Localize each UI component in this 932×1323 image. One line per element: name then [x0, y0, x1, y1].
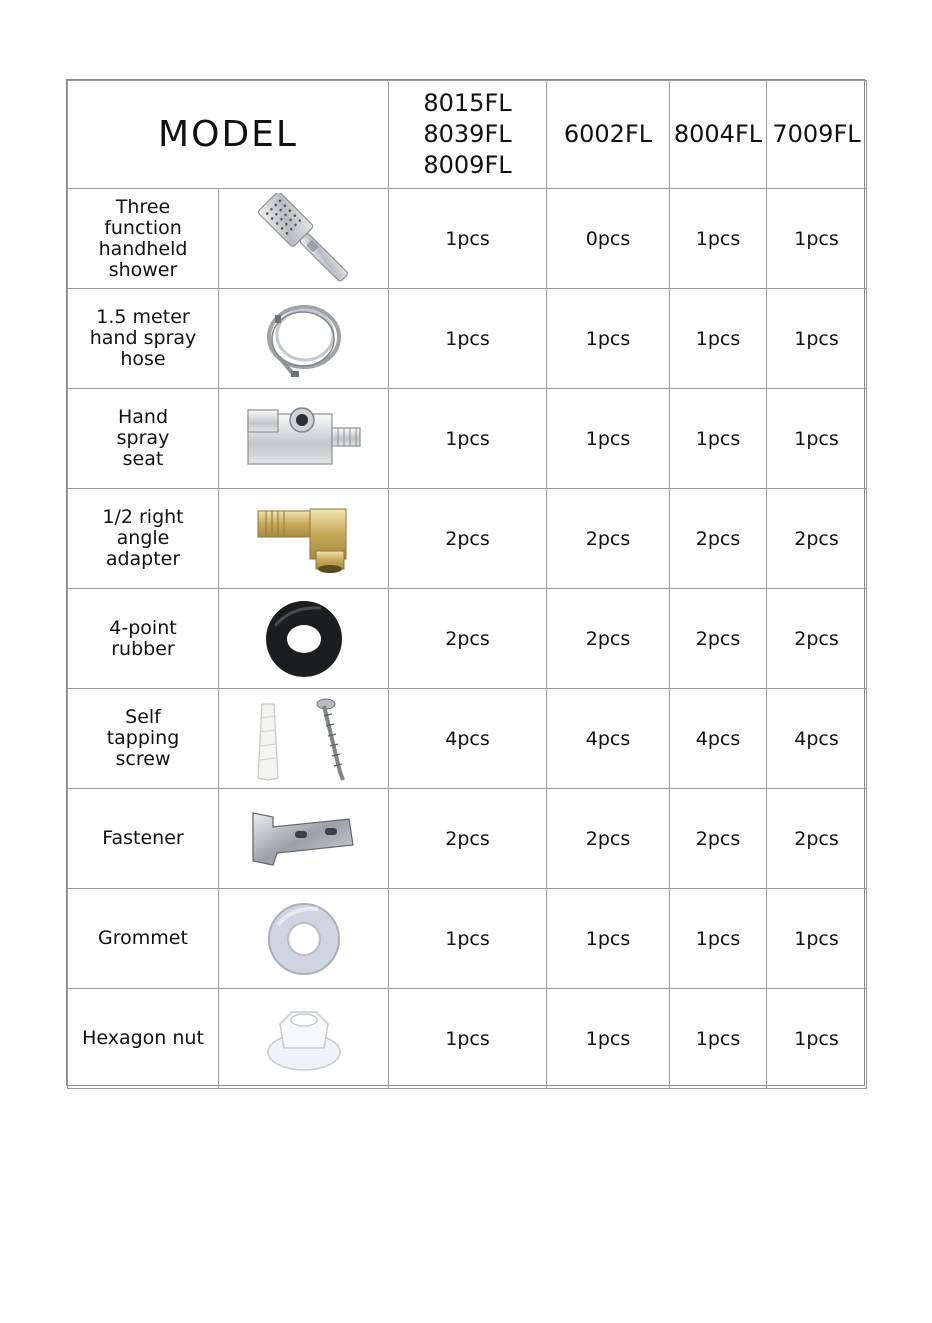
item-image-cell: [219, 689, 389, 789]
hexagon-nut-icon: [264, 1004, 344, 1074]
qty-cell: 1pcs: [547, 989, 670, 1089]
qty-cell: 2pcs: [670, 589, 767, 689]
qty-cell: 2pcs: [767, 589, 867, 689]
screw-anchor-icon: [244, 694, 364, 784]
item-name: Self tapping screw: [106, 706, 180, 770]
model-label: 8009FL: [423, 151, 512, 179]
qty-cell: 4pcs: [670, 689, 767, 789]
qty-cell: 1pcs: [767, 289, 867, 389]
table-row: [68, 289, 867, 389]
qty-cell: 1pcs: [389, 189, 547, 289]
model-column-4: [767, 81, 867, 189]
item-image-cell: [219, 289, 389, 389]
qty-cell: 1pcs: [389, 289, 547, 389]
item-name: Hand spray seat: [116, 406, 170, 470]
table-row: [68, 389, 867, 489]
item-image-cell: [219, 189, 389, 289]
qty-cell: 2pcs: [767, 789, 867, 889]
qty-cell: 1pcs: [767, 889, 867, 989]
qty-cell: 1pcs: [389, 389, 547, 489]
qty-cell: 4pcs: [547, 689, 670, 789]
fastener-bracket-icon: [249, 809, 359, 869]
table-row: [68, 689, 867, 789]
qty-cell: 4pcs: [389, 689, 547, 789]
item-image-cell: [219, 989, 389, 1089]
table-row: [68, 589, 867, 689]
qty-cell: 2pcs: [547, 589, 670, 689]
qty-cell: 1pcs: [670, 889, 767, 989]
item-image-cell: [219, 589, 389, 689]
model-label: 6002FL: [563, 120, 653, 148]
item-image-cell: [219, 789, 389, 889]
item-name: Grommet: [98, 927, 188, 949]
item-name: 1.5 meter hand spray hose: [89, 306, 197, 370]
qty-cell: 0pcs: [547, 189, 670, 289]
angle-adapter-icon: [254, 503, 354, 575]
qty-cell: 1pcs: [767, 189, 867, 289]
qty-cell: 1pcs: [670, 989, 767, 1089]
table-row: [68, 989, 867, 1089]
item-image-cell: [219, 889, 389, 989]
item-name-cell: [68, 289, 219, 389]
qty-cell: 2pcs: [547, 489, 670, 589]
item-image-cell: [219, 389, 389, 489]
model-label: 8039FL: [423, 120, 512, 148]
item-name-cell: [68, 589, 219, 689]
parts-sheet: [66, 79, 865, 1086]
rubber-ring-icon: [261, 596, 347, 682]
model-column-2: [547, 81, 670, 189]
model-header-cell: [68, 81, 389, 189]
item-name-cell: [68, 189, 219, 289]
qty-cell: 1pcs: [670, 389, 767, 489]
handheld-shower-icon: [249, 193, 359, 285]
item-name-cell: [68, 889, 219, 989]
spray-hose-icon: [259, 297, 349, 381]
spray-seat-icon: [244, 406, 364, 472]
item-name: 4-point rubber: [109, 616, 177, 660]
item-name: Hexagon nut: [82, 1027, 204, 1049]
qty-cell: 1pcs: [547, 289, 670, 389]
qty-cell: 4pcs: [767, 689, 867, 789]
qty-cell: 1pcs: [547, 889, 670, 989]
qty-cell: 2pcs: [389, 589, 547, 689]
item-name-cell: [68, 489, 219, 589]
qty-cell: 1pcs: [389, 989, 547, 1089]
qty-cell: 1pcs: [547, 389, 670, 489]
model-column-1: [389, 81, 547, 189]
qty-cell: 1pcs: [767, 989, 867, 1089]
model-label: 8004FL: [673, 120, 763, 148]
qty-cell: 1pcs: [767, 389, 867, 489]
qty-cell: 1pcs: [670, 289, 767, 389]
qty-cell: 2pcs: [670, 789, 767, 889]
table-row: [68, 789, 867, 889]
model-header: MODEL: [158, 114, 298, 155]
item-name: Three function handheld shower: [98, 195, 188, 281]
header-row: [68, 81, 867, 189]
model-column-3: [670, 81, 767, 189]
table-row: [68, 489, 867, 589]
model-label: 8015FL: [423, 89, 512, 117]
table-row: [68, 189, 867, 289]
table-row: [68, 889, 867, 989]
item-name: 1/2 right angle adapter: [102, 506, 184, 570]
grommet-icon: [264, 899, 344, 979]
item-name-cell: [68, 789, 219, 889]
item-name: Fastener: [102, 827, 184, 849]
qty-cell: 1pcs: [389, 889, 547, 989]
item-name-cell: [68, 389, 219, 489]
qty-cell: 2pcs: [767, 489, 867, 589]
qty-cell: 2pcs: [389, 489, 547, 589]
parts-table: [67, 80, 867, 1089]
qty-cell: 2pcs: [389, 789, 547, 889]
qty-cell: 2pcs: [670, 489, 767, 589]
item-name-cell: [68, 989, 219, 1089]
item-image-cell: [219, 489, 389, 589]
model-label: 7009FL: [772, 120, 861, 148]
qty-cell: 2pcs: [547, 789, 670, 889]
qty-cell: 1pcs: [670, 189, 767, 289]
item-name-cell: [68, 689, 219, 789]
